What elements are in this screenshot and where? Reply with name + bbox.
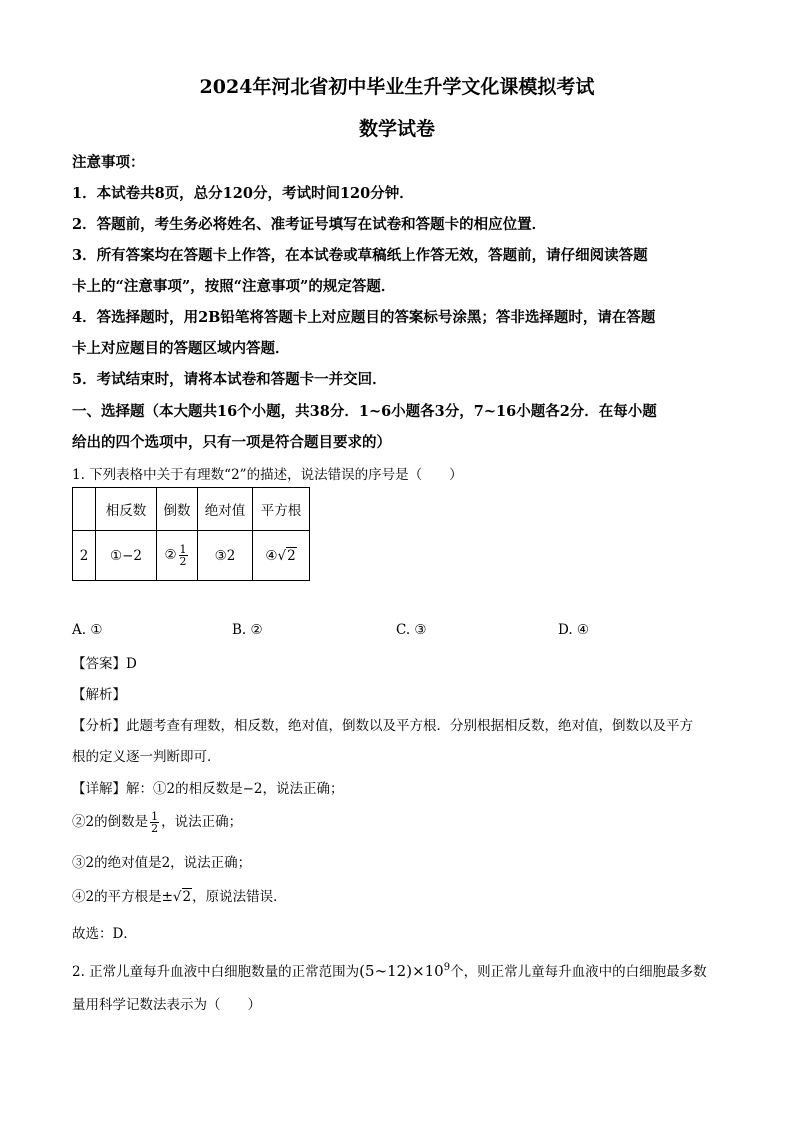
note-3-line-2: 卡上的“注意事项”，按照“注意事项”的规定答题． bbox=[72, 278, 396, 295]
table-row-label: 2 bbox=[73, 531, 96, 581]
exam-subtitle: 数学试卷 bbox=[358, 118, 435, 140]
question-1-stem: 1. 下列表格中关于有理数“2”的描述，说法错误的序号是（ ） bbox=[72, 467, 463, 483]
table-header-cell: 相反数 bbox=[96, 488, 157, 531]
table-cell-absolute: ③2 bbox=[198, 531, 253, 581]
note-5: 5．考试结束时，请将本试卷和答题卡一并交回． bbox=[72, 371, 387, 388]
note-2: 2．答题前，考生务必将姓名、准考证号填写在试卷和答题卡的相应位置． bbox=[72, 216, 547, 233]
option-a: A. ① bbox=[72, 622, 103, 638]
question-2-line-2: 量用科学记数法表示为（ ） bbox=[72, 997, 261, 1013]
sqrt-expression: √2 bbox=[172, 889, 192, 905]
math-value: −2 bbox=[122, 547, 142, 564]
circled-number: ④ bbox=[265, 547, 278, 564]
radicand: 2 bbox=[287, 547, 296, 564]
detail-text: ，说法正确； bbox=[161, 814, 243, 830]
table-row bbox=[73, 531, 310, 581]
answer-line: 【答案】D bbox=[72, 656, 137, 672]
table-header-cell: 绝对值 bbox=[198, 488, 253, 531]
detail-text: ②2的倒数是 bbox=[72, 814, 149, 830]
circled-number: ② bbox=[164, 547, 177, 563]
detail-text: ④2的平方根是± bbox=[72, 889, 173, 905]
fraction bbox=[179, 544, 188, 567]
detail-line-1: 【详解】解：①2的相反数是−2，说法正确； bbox=[72, 781, 344, 797]
math-base: (5∼12)×10 bbox=[359, 962, 444, 980]
option-b: B. ② bbox=[232, 622, 263, 638]
fraction-denominator: 2 bbox=[179, 555, 187, 568]
question-1-table bbox=[72, 487, 310, 581]
math-expression bbox=[359, 962, 450, 980]
fraction-denominator: 2 bbox=[151, 822, 159, 835]
fraction-numerator: 1 bbox=[151, 810, 159, 823]
question-2-line-1 bbox=[72, 960, 707, 980]
note-4-line-2: 卡上对应题目的答题区域内答题． bbox=[72, 340, 290, 357]
option-c: C. ③ bbox=[396, 622, 427, 638]
math-exponent: 9 bbox=[443, 962, 451, 973]
fraction bbox=[150, 811, 159, 834]
table-cell-reciprocal bbox=[157, 531, 198, 581]
analysis-label: 【解析】 bbox=[72, 687, 126, 703]
question-2-text: 2. 正常儿童每升血液中白细胞数量的正常范围为 bbox=[72, 964, 360, 980]
detail-line-4 bbox=[72, 885, 287, 905]
note-1: 1．本试卷共8页，总分120分，考试时间120分钟． bbox=[72, 185, 414, 202]
sqrt-expression: √2 bbox=[277, 547, 296, 564]
section-heading-line-1: 一、选择题（本大题共16个小题，共38分．1~6小题各3分，7~16小题各2分．在每小题 bbox=[72, 403, 657, 420]
section-heading-line-2: 给出的四个选项中，只有一项是符合题目要求的） bbox=[72, 434, 391, 451]
radicand: 2 bbox=[182, 889, 192, 905]
table-header-cell: 倒数 bbox=[157, 488, 198, 531]
detail-line-2 bbox=[72, 810, 242, 834]
option-d: D. ④ bbox=[558, 622, 590, 638]
question-2-text: 个，则正常儿童每升血液中的白细胞最多数 bbox=[450, 964, 707, 980]
table-cell-sqrt bbox=[253, 531, 310, 581]
choose-line: 故选：D． bbox=[72, 926, 137, 942]
table-header-cell bbox=[73, 488, 96, 531]
circled-number: ① bbox=[109, 547, 123, 564]
analysis-line-1: 【分析】此题考查有理数，相反数，绝对值，倒数以及平方根．分别根据相反数，绝对值，倒数以及平方 bbox=[72, 718, 693, 734]
notes-heading: 注意事项： bbox=[72, 154, 145, 171]
note-3-line-1: 3．所有答案均在答题卡上作答，在本试卷或草稿纸上作答无效，答题前，请仔细阅读答题 bbox=[72, 247, 648, 264]
table-header-row bbox=[73, 488, 310, 531]
detail-line-3: ③2的绝对值是2，说法正确； bbox=[72, 855, 252, 871]
table-header-cell: 平方根 bbox=[253, 488, 310, 531]
table-cell-opposite bbox=[96, 531, 157, 581]
analysis-line-2: 根的定义逐一判断即可． bbox=[72, 749, 221, 765]
exam-title: 2024年河北省初中毕业生升学文化课模拟考试 bbox=[199, 76, 595, 98]
note-4-line-1: 4．答选择题时，用2B铅笔将答题卡上对应题目的答案标号涂黑；答非选择题时，请在答题 bbox=[72, 309, 656, 326]
detail-text: ，原说法错误． bbox=[192, 889, 287, 905]
fraction-numerator: 1 bbox=[179, 543, 187, 556]
